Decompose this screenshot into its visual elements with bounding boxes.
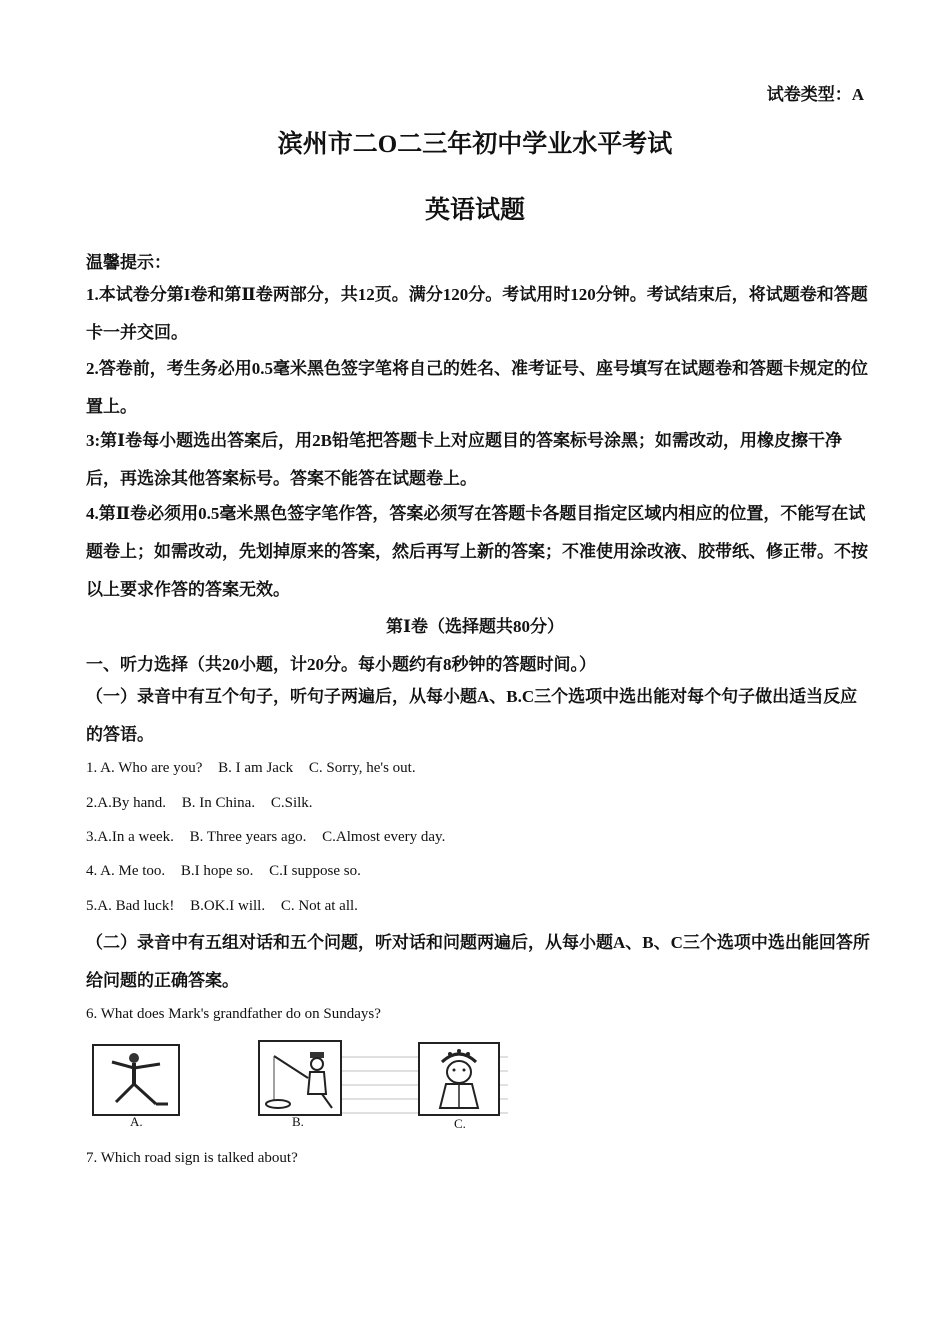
option-c: C. Sorry, he's out. <box>308 760 416 776</box>
picture-c <box>418 1042 500 1116</box>
option-b: B. Three years ago. <box>189 829 307 845</box>
notice-item-2: 2.答卷前，考生务必用0.5毫米黑色签字笔将自己的姓名、准考证号、座号填写在试题卷和答题卡规定的位置上。 <box>86 359 868 416</box>
notice-item-4: 4.第Ⅱ卷必须用0.5毫米黑色签字笔作答，答案必须写在答题卡各题目指定区域内相应的位置，不能写在试题卷上；如需改动，先划掉原来的答案，然后再写上新的答案；不准使用涂改液、胶带纸、修正带。不按以上要求作答的答案无效。 <box>86 504 868 599</box>
option-c: C.Silk. <box>270 795 313 811</box>
subject-title: 英语试题 <box>424 197 525 224</box>
option-c: C. Not at all. <box>280 898 358 914</box>
option-a: 5.A. Bad luck! <box>86 898 175 914</box>
question-1 <box>86 760 428 777</box>
notice-item-3: 3:第Ⅰ卷每小题选出答案后，用2B铅笔把答题卡上对应题目的答案标号涂黑；如需改动，用橡皮擦干净后，再选涂其他答案标号。答案不能答在试题卷上。 <box>86 431 842 488</box>
exam-title: 滨州市二O二三年初中学业水平考试 <box>277 131 673 158</box>
fishing-icon <box>260 1042 340 1114</box>
question-7: 7. Which road sign is talked about? <box>86 1150 298 1166</box>
option-c: C.Almost every day. <box>322 829 446 845</box>
question-3 <box>86 829 457 846</box>
option-a: 2.A.By hand. <box>86 795 166 811</box>
question-4 <box>86 863 373 880</box>
option-a: 1. A. Who are you? <box>86 760 203 776</box>
option-b: B.OK.I will. <box>190 898 266 914</box>
notice-heading: 温馨提示： <box>86 253 171 272</box>
question-6: 6. What does Mark's grandfather do on Sundays? <box>86 1006 381 1022</box>
peking-opera-icon <box>420 1044 498 1114</box>
paper-type: 试卷类型：A <box>766 85 864 104</box>
picture-c-label: C. <box>454 1116 466 1131</box>
option-b: B.I hope so. <box>180 863 254 879</box>
section-title: 第Ⅰ卷（选择题共80分） <box>386 617 564 636</box>
sub1-instruction: （一）录音中有互个句子，听句子两遍后，从每小题A、B.C三个选项中选出能对每个句子做出适当反应的答语。 <box>86 687 858 744</box>
option-a: 3.A.In a week. <box>86 829 174 845</box>
question-6-pictures <box>88 1038 518 1138</box>
picture-b <box>258 1040 342 1116</box>
tai-chi-icon <box>94 1046 178 1114</box>
option-c: C.I suppose so. <box>269 863 361 879</box>
question-5 <box>86 898 370 915</box>
question-2 <box>86 795 325 812</box>
notice-item-1: 1.本试卷分第I卷和第Ⅱ卷两部分，共12页。满分120分。考试用时120分钟。考试结束后，将试题卷和答题卡一并交回。 <box>86 285 868 342</box>
option-b: B. I am Jack <box>218 760 294 776</box>
picture-a <box>92 1044 180 1116</box>
sub2-instruction: （二）录音中有五组对话和五个问题，听对话和问题两遍后，从每小题A、B、C三个选项中选出能回答所给问题的正确答案。 <box>86 933 870 990</box>
option-b: B. In China. <box>181 795 256 811</box>
option-a: 4. A. Me too. <box>86 863 166 879</box>
picture-a-label: A. <box>130 1114 143 1129</box>
part-title: 一、听力选择（共20小题，计20分。每小题约有8秒钟的答题时间。） <box>86 655 596 674</box>
picture-b-label: B. <box>292 1114 304 1129</box>
